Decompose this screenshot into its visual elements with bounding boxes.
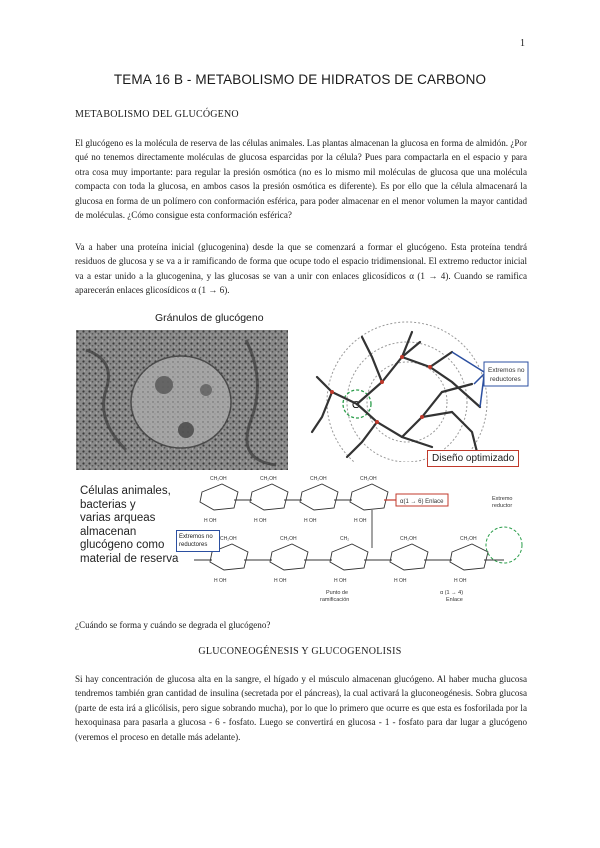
nonreducing-ends-box: Extremos no reductores <box>176 530 220 552</box>
svg-text:H OH: H OH <box>354 518 367 524</box>
paragraph-gluconeogenesis: Si hay concentración de glucosa alta en la sangre, el hígado y el músculo almacenan glucógeno. Al haber mucha glucosa tendremos también gran cantidad de insulina (secretada por el páncreas), la cual activará la gluconeogénesis. Sobra glucosa (parte de esta irá a glicólisis, pero sigue sobrando mucha), por lo que lo primero que ocurre es que esta es fosforilada por la hexoquinasa para pasarla a glucosa - 6 - fosfato. Luego se convertirá en glucosa - 1 - fosfato para dar lugar a glucógeno (veremos el proceso en detalle más adelante). <box>75 674 527 742</box>
svg-text:ramificación: ramificación <box>320 597 350 603</box>
svg-text:H OH: H OH <box>454 578 467 584</box>
svg-text:H OH: H OH <box>204 518 217 524</box>
svg-text:reductor: reductor <box>492 503 513 509</box>
question-text: ¿Cuándo se forma y cuándo se degrada el glucógeno? <box>75 620 271 630</box>
svg-text:CH₂OH: CH₂OH <box>260 476 277 482</box>
svg-text:CH₂OH: CH₂OH <box>210 476 227 482</box>
glycogen-sphere-diagram <box>302 312 530 462</box>
section-heading-gluconeogenesis: GLUCONEOGÉNESIS Y GLUCOGENOLISIS <box>198 646 402 657</box>
reducing-end-label: Extremo <box>492 496 513 502</box>
svg-text:CH₂OH: CH₂OH <box>220 536 237 542</box>
paragraph-glycogenin: Va a haber una proteína inicial (glucogenina) desde la que se comenzará a formar el glucógeno. Esta proteína tendrá residuos de glucosa y se va a ir ramificando de forma que ocupe todo el espacio tridimensional. El extremo reductor inicial va a estar unido a la glucogenina, y las glucosas se van a unir con enlaces glicosídicos α (1 → 4). Cuando se ramifica aparecerán enlaces glicosídicos α (1 → 6). <box>75 242 527 296</box>
svg-text:H OH: H OH <box>334 578 347 584</box>
svg-text:Enlace: Enlace <box>446 597 463 603</box>
svg-text:H OH: H OH <box>394 578 407 584</box>
svg-text:H OH: H OH <box>214 578 227 584</box>
svg-text:H OH: H OH <box>254 518 267 524</box>
svg-text:CH₂OH: CH₂OH <box>400 536 417 542</box>
nonreducing-ends-label: Extremos no <box>488 367 525 374</box>
glucogenin-center: G <box>352 400 360 411</box>
svg-text:CH₂OH: CH₂OH <box>280 536 297 542</box>
alpha16-bond-label: α(1 → 6) Enlace <box>400 499 444 505</box>
alpha14-bond-label: α (1 → 4) <box>440 590 464 596</box>
svg-text:H OH: H OH <box>274 578 287 584</box>
paragraph-intro: El glucógeno es la molécula de reserva de las células animales. Las plantas almacenan la glucosa en forma de almidón. ¿Por qué no tenemos directamente moléculas de glucosa esparcidas por la célula? Pues para compactarla en el espacio y para otra cosa muy importante: para regular la presión osmótica (no es lo mismo mil moléculas de glucosa que una molécula compacta con toda la glucosa, en ambos casos la presión osmótica es diferente). Es por ello que la célula almacenará la glucosa en forma de un polímero con conformación esférica, para poder almacenar en el menor volumen la mayor cantidad de moléculas. ¿Cómo consigue esta conformación esférica? <box>75 138 527 221</box>
svg-text:reductores: reductores <box>490 376 521 383</box>
svg-text:CH₂OH: CH₂OH <box>360 476 377 482</box>
page-title: TEMA 16 B - METABOLISMO DE HIDRATOS DE CARBONO <box>113 72 487 87</box>
storage-organisms-text: Células animales, bacterias y varias arqueas almacenan glucógeno como material de reserva <box>80 485 179 565</box>
granules-label: Gránulos de glucógeno <box>155 312 264 324</box>
glycogen-figure <box>70 310 532 610</box>
svg-text:CH₂OH: CH₂OH <box>310 476 327 482</box>
svg-text:CH₂OH: CH₂OH <box>460 536 477 542</box>
page-number: 1 <box>520 38 525 49</box>
glycogen-structure-diagram <box>174 470 534 605</box>
branch-point-label: Punto de <box>326 590 349 596</box>
svg-text:H OH: H OH <box>304 518 317 524</box>
section-heading-glycogen: METABOLISMO DEL GLUCÓGENO <box>75 109 239 120</box>
optimized-design-label: Diseño optimizado <box>427 450 519 467</box>
micrograph-image <box>76 330 288 470</box>
svg-text:CH₂: CH₂ <box>340 536 350 542</box>
